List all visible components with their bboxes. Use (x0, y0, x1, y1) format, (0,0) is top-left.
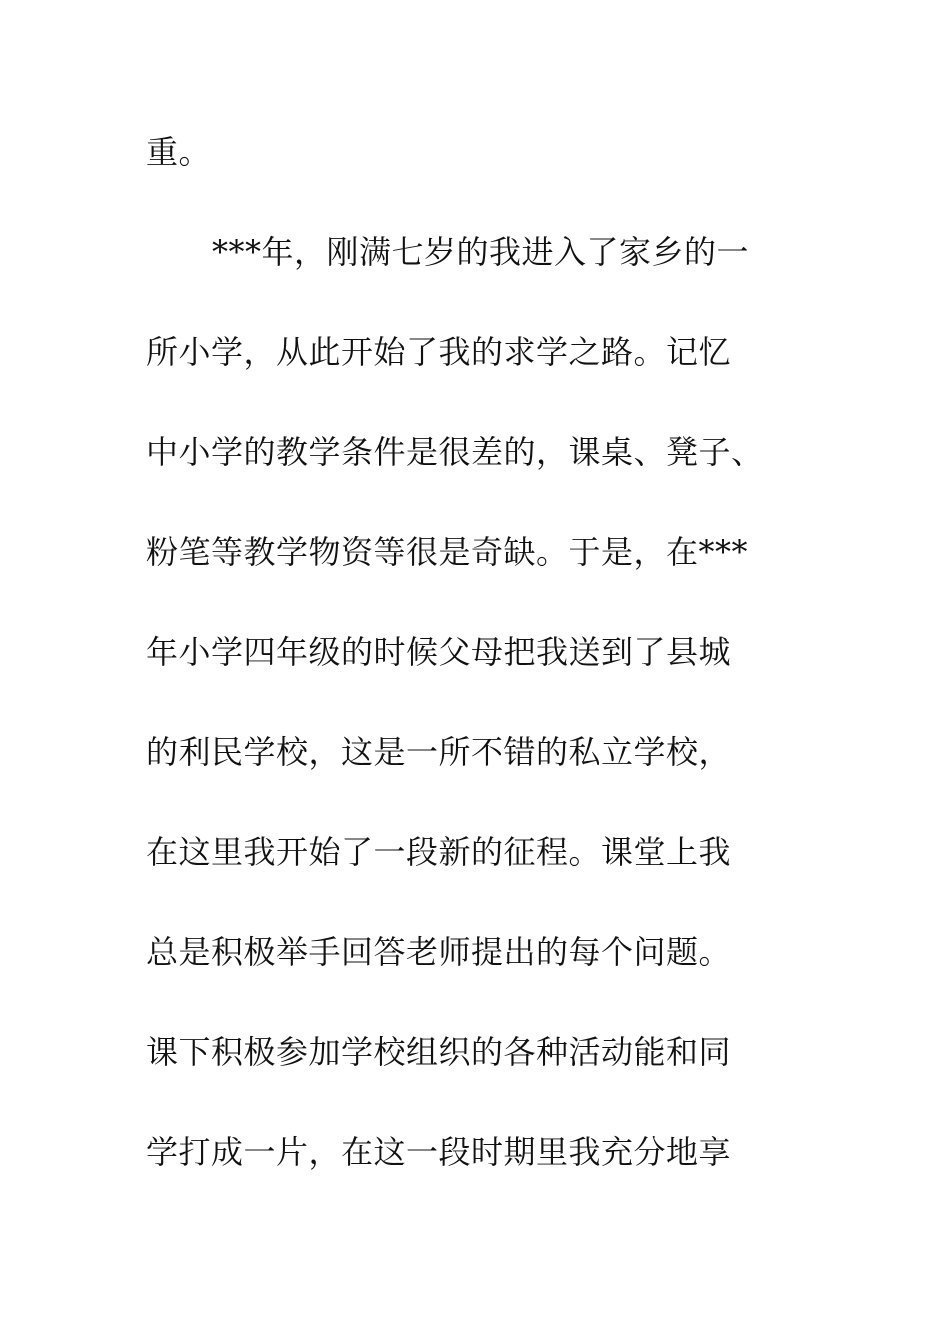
text-line-2: ***年，刚满七岁的我进入了家乡的一 (212, 233, 750, 271)
text-line-9: 总是积极举手回答老师提出的每个问题。 (146, 933, 732, 971)
text-line-5: 粉笔等教学物资等很是奇缺。于是，在*** (146, 533, 749, 571)
text-line-6: 年小学四年级的时候父母把我送到了县城 (146, 633, 732, 671)
text-line-7: 的利民学校，这是一所不错的私立学校， (146, 733, 732, 771)
text-line-11: 学打成一片，在这一段时期里我充分地享 (146, 1133, 732, 1171)
text-line-8: 在这里我开始了一段新的征程。课堂上我 (146, 833, 732, 871)
text-line-3: 所小学，从此开始了我的求学之路。记忆 (146, 333, 732, 371)
text-line-10: 课下积极参加学校组织的各种活动能和同 (146, 1033, 732, 1071)
text-line-1: 重。 (146, 133, 212, 171)
text-line-4: 中小学的教学条件是很差的，课桌、凳子、 (146, 433, 764, 471)
